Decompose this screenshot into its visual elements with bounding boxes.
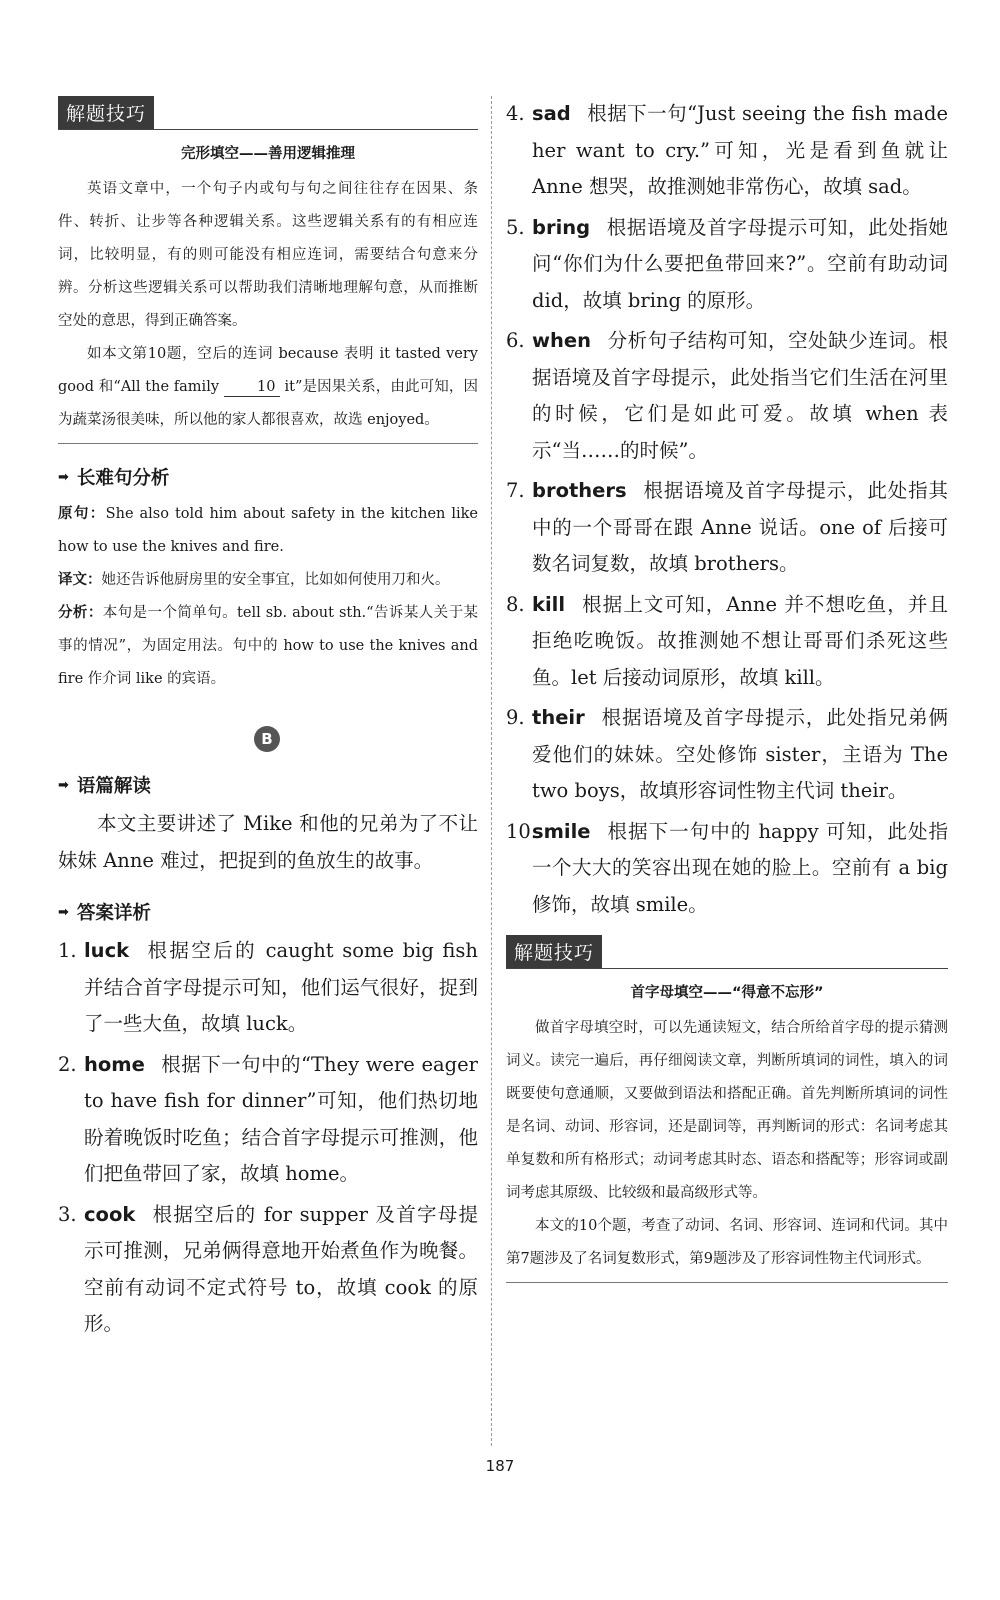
answer-item	[58, 1047, 478, 1193]
answer-number: 10.	[506, 819, 538, 843]
answer-body	[532, 700, 948, 810]
answer-number: 2.	[58, 1052, 77, 1076]
right-column	[506, 96, 948, 1283]
answer-word: luck	[84, 939, 130, 962]
answer-word: cook	[84, 1202, 136, 1226]
arrow-icon: ➡	[58, 904, 69, 920]
answer-word: kill	[532, 592, 566, 616]
section-heading-answers: ➡ 答案详析	[58, 903, 151, 924]
arrow-icon: ➡	[58, 777, 69, 793]
answer-body	[84, 933, 478, 1043]
answer-number: 6.	[506, 329, 525, 352]
answer-word: sad	[532, 102, 571, 125]
answer-number: 7.	[506, 479, 525, 502]
divider	[506, 1282, 948, 1283]
answer-word: brothers	[532, 479, 627, 502]
answer-row	[58, 1047, 478, 1193]
answer-number: 4.	[506, 102, 525, 125]
answer-item	[506, 814, 948, 924]
answer-body	[532, 210, 948, 320]
answer-body	[532, 473, 948, 583]
answer-item	[506, 700, 948, 810]
section-heading-long-sentence: ➡ 长难句分析	[58, 468, 170, 489]
answer-item	[506, 587, 948, 697]
answer-item	[506, 473, 948, 583]
reading-summary: 本文主要讲述了 Mike 和他的兄弟为了不让妹妹 Anne 难过，把捉到的鱼放生的故事。	[58, 812, 478, 872]
tip-paragraph-2: 做首字母填空时，可以先通读短文，结合所给首字母的提示猜测词义。读完一遍后，再仔细阅读文章，判断所填词的词性，填入的词既要使句意通顺，又要做到语法和搭配正确。首先判断所填词的词性是名词、动词、形容词，还是副词等，再判断词的形式：名词考虑其单复数和所有格形式；动词考虑其时态、语态和搭配等；形容词或副词考虑其原级、比较级和最高级形式等。	[506, 1020, 948, 1201]
answer-number: 1.	[58, 939, 77, 962]
answer-item	[58, 933, 478, 1043]
answer-word: their	[532, 706, 585, 729]
answer-row	[506, 210, 948, 320]
tip-header-2	[506, 935, 948, 969]
answer-number: 8.	[506, 592, 525, 616]
answer-item	[506, 210, 948, 320]
answer-explanation: 根据语境及首字母提示，此处指兄弟俩爱他们的妹妹。空处修饰 sister，主语为 The two boys，故填形容词性物主代词 their。	[532, 706, 948, 802]
answer-word: smile	[532, 819, 591, 843]
column-divider	[491, 96, 492, 1446]
original-sentence: 原句：She also told him about safety in the kitchen like how to use the knives and fire.	[58, 506, 479, 555]
answer-item	[58, 1197, 478, 1343]
answer-explanation: 根据上文可知，Anne 并不想吃鱼，并且拒绝吃晚饭。故推测她不想让哥哥们杀死这些鱼。let 后接动词原形，故填 kill。	[532, 592, 948, 689]
answer-body	[84, 1197, 478, 1343]
answer-body	[532, 323, 948, 469]
tip-label: 解题技巧	[58, 96, 154, 129]
left-column	[58, 96, 478, 1347]
answer-row	[506, 700, 948, 810]
long-sentence-analysis	[58, 498, 478, 696]
tip-label-2: 解题技巧	[506, 935, 602, 968]
answer-list-left	[58, 933, 478, 1343]
answer-explanation: 根据下一句“Just seeing the fish made her want to cry.”可知，光是看到鱼就让 Anne 想哭，故推测她非常伤心，故填 sad。	[532, 102, 948, 198]
answer-number: 5.	[506, 215, 525, 239]
answer-word: bring	[532, 215, 591, 239]
tip-title-2: 首字母填空——“得意不忘形”	[630, 985, 824, 1001]
answer-word: home	[84, 1052, 145, 1076]
answer-explanation: 根据语境及首字母提示，此处指其中的一个哥哥在跟 Anne 说话。one of 后接可数名词复数，故填 brothers。	[532, 479, 948, 575]
answer-explanation: 根据空后的 caught some big fish 并结合首字母提示可知，他们运气很好，捉到了一些大鱼，故填 luck。	[84, 939, 478, 1035]
answer-row	[506, 814, 948, 924]
divider	[58, 443, 478, 444]
answer-row	[58, 1197, 478, 1343]
answer-explanation: 根据下一句中的 happy 可知，此处指一个大大的笑容出现在她的脸上。空前有 a big 修饰，故填 smile。	[532, 819, 948, 916]
page-number: 187	[485, 1457, 515, 1475]
answer-body	[84, 1047, 478, 1193]
tip-paragraph-example: 如本文第10题，空后的连词 because 表明 it tasted very good 和“All the family 10 it”是因果关系，由此可知，因为蔬菜汤很美味，所以他的家人都很喜欢，故选 enjoyed。	[58, 346, 479, 428]
answer-row	[506, 323, 948, 469]
answer-explanation: 分析句子结构可知，空处缺少连词。根据语境及首字母提示，此处指当它们生活在河里的时候，它们是如此可爱。故填 when 表示“当……的时候”。	[532, 329, 948, 462]
answer-word: when	[532, 329, 592, 352]
answer-explanation: 根据空后的 for supper 及首字母提示可推测，兄弟俩得意地开始煮鱼作为晚餐。空前有动词不定式符号 to，故填 cook 的原形。	[84, 1202, 478, 1335]
answer-body	[532, 96, 948, 206]
answer-explanation: 根据语境及首字母提示可知，此处指她问“你们为什么要把鱼带回来?”。空前有助动词 did，故填 bring 的原形。	[532, 215, 948, 312]
answer-row	[506, 587, 948, 697]
answer-number: 3.	[58, 1202, 77, 1226]
translation: 译文：她还告诉他厨房里的安全事宜，比如如何使用刀和火。	[58, 572, 450, 588]
tip-paragraph: 英语文章中，一个句子内或句与句之间往往存在因果、条件、转折、让步等各种逻辑关系。这些逻辑关系有的有相应连词，比较明显，有的则可能没有相应连词，需要结合句意来分辨。分析这些逻辑关系可以帮助我们清晰地理解句意，从而推断空处的意思，得到正确答案。	[58, 181, 478, 329]
answer-item	[506, 323, 948, 469]
answer-row	[506, 96, 948, 206]
answer-body	[532, 587, 948, 697]
answer-number: 9.	[506, 706, 525, 729]
answer-item	[506, 96, 948, 206]
answer-list-right	[506, 96, 948, 923]
tip-paragraph-3: 本文的10个题，考查了动词、名词、形容词、连词和代词。其中第7题涉及了名词复数形式，第9题涉及了形容词性物主代词形式。	[506, 1218, 948, 1267]
blank-10: 10	[224, 378, 280, 397]
answer-body	[532, 814, 948, 924]
arrow-icon: ➡	[58, 469, 69, 485]
section-heading-reading: ➡ 语篇解读	[58, 776, 151, 797]
answer-row	[58, 933, 478, 1043]
section-b-badge: B	[254, 726, 280, 752]
answer-row	[506, 473, 948, 583]
analysis-text: 分析：本句是一个简单句。tell sb. about sth.“告诉某人关于某事的情况”，为固定用法。句中的 how to use the knives and fire 作介词 like 的宾语。	[58, 605, 479, 687]
answer-explanation: 根据下一句中的“They were eager to have fish for dinner”可知，他们热切地盼着晚饭时吃鱼；结合首字母提示可推测，他们把鱼带回了家，故填 home。	[84, 1052, 478, 1185]
tip-title: 完形填空——善用逻辑推理	[181, 146, 355, 162]
tip-header	[58, 96, 478, 130]
